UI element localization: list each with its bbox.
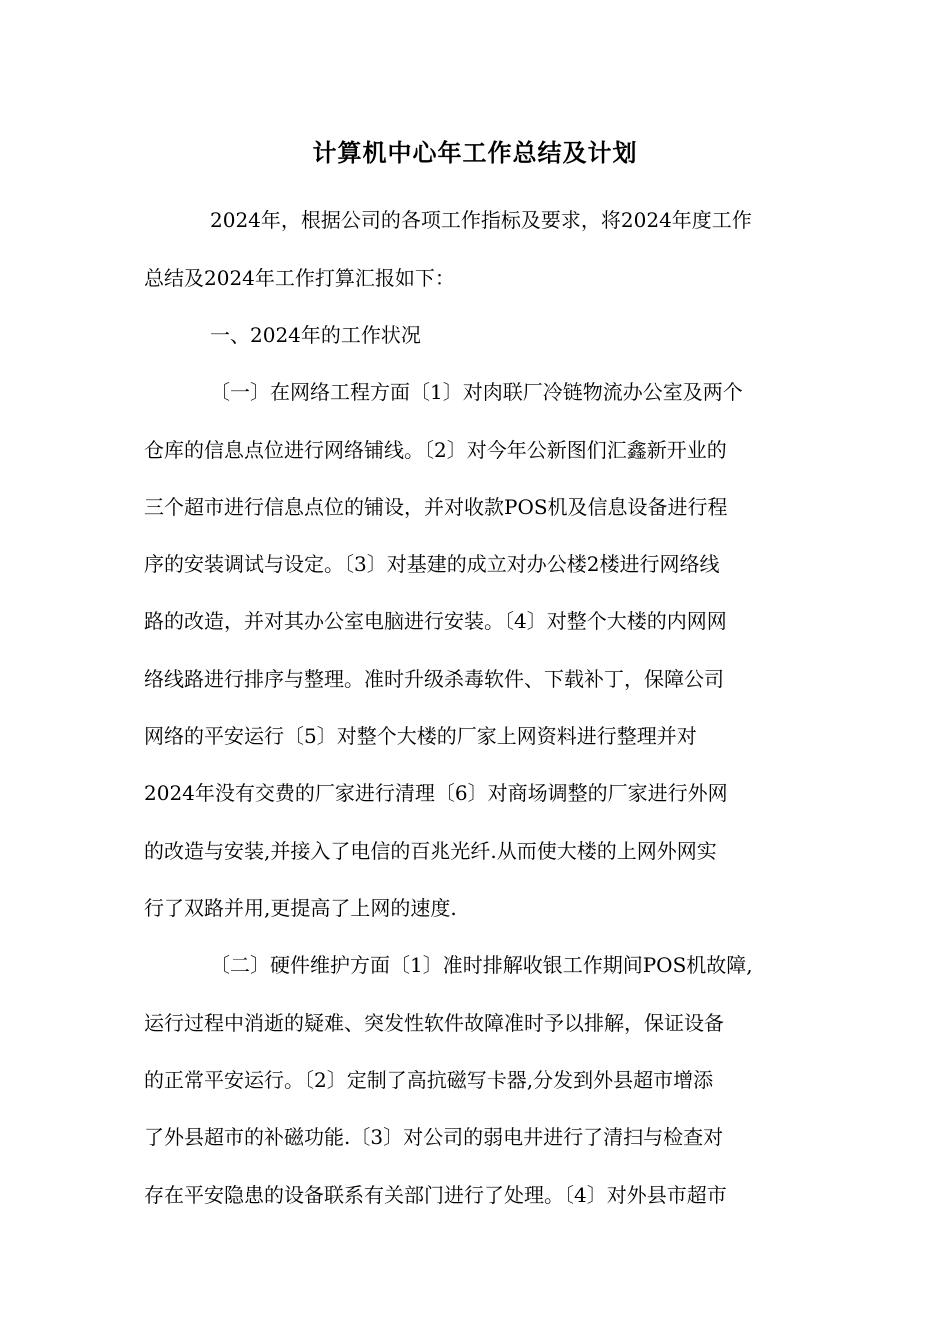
paragraph-line: 路的改造，并对其办公室电脑进行安装。〔4〕对整个大楼的内网网 bbox=[144, 609, 727, 633]
paragraph-line: 的正常平安运行。〔2〕定制了高抗磁写卡器,分发到外县超市增添 bbox=[144, 1068, 714, 1092]
paragraph-line: 〔二〕硬件维护方面〔1〕准时排解收银工作期间POS机故障, bbox=[210, 953, 753, 977]
paragraph-line: 总结及2024年工作打算汇报如下： bbox=[144, 266, 455, 290]
paragraph-line: 三个超市进行信息点位的铺设，并对收款POS机及信息设备进行程 bbox=[144, 495, 728, 519]
paragraph-line: 2024年没有交费的厂家进行清理〔6〕对商场调整的厂家进行外网 bbox=[144, 781, 728, 805]
paragraph-line: 网络的平安运行〔5〕对整个大楼的厂家上网资料进行整理并对 bbox=[144, 724, 697, 748]
paragraph-line: 〔一〕在网络工程方面〔1〕对肉联厂冷链物流办公室及两个 bbox=[210, 380, 743, 404]
section-heading: 一、2024年的工作状况 bbox=[210, 323, 421, 347]
document-title: 计算机中心年工作总结及计划 bbox=[312, 138, 638, 167]
paragraph-line: 存在平安隐患的设备联系有关部门进行了处理。〔4〕对外县市超市 bbox=[144, 1183, 727, 1207]
paragraph-line: 仓库的信息点位进行网络铺线。〔2〕对今年公新图们汇鑫新开业的 bbox=[144, 438, 727, 462]
paragraph-line: 运行过程中消逝的疑难、突发性软件故障准时予以排解，保证设备 bbox=[144, 1011, 724, 1035]
paragraph-line: 2024年，根据公司的各项工作指标及要求，将2024年度工作 bbox=[210, 208, 752, 232]
paragraph-line: 了外县超市的补磁功能.〔3〕对公司的弱电井进行了清扫与检查对 bbox=[144, 1125, 724, 1149]
paragraph-line: 络线路进行排序与整理。准时升级杀毒软件、下载补丁，保障公司 bbox=[144, 667, 724, 691]
paragraph-line: 的改造与安装,并接入了电信的百兆光纤.从而使大楼的上网外网实 bbox=[144, 839, 717, 863]
paragraph-line: 序的安装调试与设定。〔3〕对基建的成立对办公楼2楼进行网络线 bbox=[144, 552, 720, 576]
paragraph-line: 行了双路并用,更提高了上网的速度. bbox=[144, 896, 457, 920]
